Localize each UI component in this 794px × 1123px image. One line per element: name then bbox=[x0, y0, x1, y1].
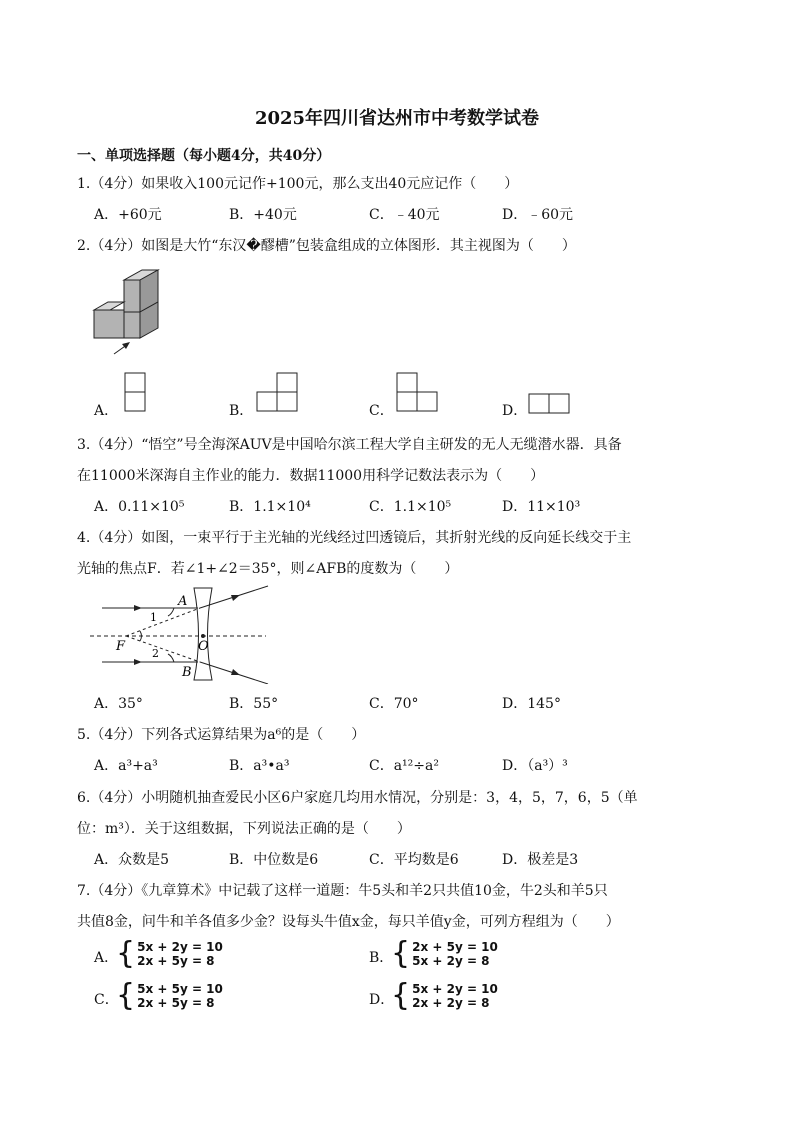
q4-label-f: F bbox=[116, 639, 126, 654]
q6-option-c: C．平均数是6 bbox=[369, 852, 459, 868]
question-2: 2.（4分）如图是大竹“东汉�醪槽”包装盒组成的立体图形．其主视图为（ ） bbox=[77, 238, 576, 254]
q3-option-c: C．1.1×10⁵ bbox=[369, 499, 452, 515]
brace-icon: { bbox=[391, 936, 411, 971]
q2-option-d: D． bbox=[502, 403, 528, 419]
q2-option-a-figure bbox=[124, 372, 148, 414]
q7-option-c-system bbox=[116, 978, 223, 1013]
q4-option-d: D．145° bbox=[502, 696, 561, 712]
q4-option-a: A．35° bbox=[94, 696, 143, 712]
q1-option-b: B．+40元 bbox=[229, 207, 297, 223]
q3-option-d: D．11×10³ bbox=[502, 499, 581, 515]
q4-angle-1-label: 1 bbox=[150, 611, 157, 624]
question-4-line-2: 光轴的焦点F．若∠1+∠2＝35°，则∠AFB的度数为（ ） bbox=[77, 561, 459, 577]
q7-c-eq2: 2x + 5y = 8 bbox=[137, 996, 215, 1010]
q2-option-c: C． bbox=[369, 403, 394, 419]
brace-icon: { bbox=[391, 978, 411, 1013]
q7-b-eq2: 5x + 2y = 8 bbox=[412, 954, 490, 968]
q2-cube-figure bbox=[86, 266, 166, 360]
q4-label-a: A bbox=[178, 594, 188, 609]
q2-option-c-figure bbox=[396, 372, 440, 414]
q2-option-b: B． bbox=[229, 403, 254, 419]
q6-option-a: A．众数是5 bbox=[94, 852, 170, 868]
question-3-line-2: 在11000米深海自主作业的能力．数据11000用科学记数法表示为（ ） bbox=[77, 468, 545, 484]
q5-option-c: C．a¹²÷a² bbox=[369, 758, 439, 774]
page-title: 2025年四川省达州市中考数学试卷 bbox=[254, 108, 540, 129]
q7-option-d-system bbox=[391, 978, 498, 1013]
q1-option-c: C．﹣40元 bbox=[369, 207, 440, 223]
q4-label-b: B bbox=[182, 665, 192, 680]
question-1: 1.（4分）如果收入100元记作+100元，那么支出40元应记作（ ） bbox=[77, 176, 519, 192]
q5-option-b: B．a³•a³ bbox=[229, 758, 290, 774]
q4-angle-2-label: 2 bbox=[152, 647, 159, 660]
q1-option-d: D．﹣60元 bbox=[502, 207, 574, 223]
q6-option-d: D．极差是3 bbox=[502, 852, 579, 868]
q4-option-c: C．70° bbox=[369, 696, 419, 712]
q1-option-a: A．+60元 bbox=[94, 207, 162, 223]
q7-d-eq2: 2x + 2y = 8 bbox=[412, 996, 490, 1010]
q2-option-d-figure bbox=[528, 393, 572, 415]
q7-option-c-label: C． bbox=[94, 992, 119, 1008]
question-5: 5.（4分）下列各式运算结果为a⁶的是（ ） bbox=[77, 727, 366, 743]
q2-option-a: A． bbox=[94, 403, 119, 419]
question-7-line-2: 共值8金，问牛和羊各值多少金？设每头牛值x金，每只羊值y金，可列方程组为（ ） bbox=[77, 914, 620, 930]
q5-option-a: A．a³+a³ bbox=[94, 758, 158, 774]
q7-option-b-system bbox=[391, 936, 498, 971]
q4-lens-figure bbox=[90, 584, 270, 684]
section-heading: 一、单项选择题（每小题4分，共40分） bbox=[77, 148, 331, 164]
q7-option-a-label: A． bbox=[94, 950, 119, 966]
q5-option-d: D．（a³）³ bbox=[502, 758, 568, 774]
q7-option-b-label: B． bbox=[369, 950, 394, 966]
question-7-line-1: 7.（4分）《九章算术》中记载了这样一道题：牛5头和羊2只共值10金，牛2头和羊5只 bbox=[77, 883, 608, 899]
question-6-line-2: 位：m³）．关于这组数据，下列说法正确的是（ ） bbox=[77, 821, 411, 837]
q7-c-eq1: 5x + 5y = 10 bbox=[137, 982, 223, 996]
q7-option-a-system bbox=[116, 936, 223, 971]
q4-label-o: O bbox=[198, 639, 209, 654]
q2-option-b-figure bbox=[256, 372, 300, 414]
q7-b-eq1: 2x + 5y = 10 bbox=[412, 940, 498, 954]
question-6-line-1: 6.（4分）小明随机抽查爱民小区6户家庭几均用水情况，分别是：3，4，5，7，6，5（单 bbox=[77, 790, 638, 806]
q7-a-eq2: 2x + 5y = 8 bbox=[137, 954, 215, 968]
question-3-line-1: 3.（4分）“悟空”号全海深AUV是中国哈尔滨工程大学自主研发的无人无缆潜水器．具备 bbox=[77, 437, 622, 453]
q7-d-eq1: 5x + 2y = 10 bbox=[412, 982, 498, 996]
q4-option-b: B．55° bbox=[229, 696, 279, 712]
brace-icon: { bbox=[116, 936, 136, 971]
q6-option-b: B．中位数是6 bbox=[229, 852, 319, 868]
q3-option-b: B．1.1×10⁴ bbox=[229, 499, 311, 515]
brace-icon: { bbox=[116, 978, 136, 1013]
q7-a-eq1: 5x + 2y = 10 bbox=[137, 940, 223, 954]
question-4-line-1: 4.（4分）如图，一束平行于主光轴的光线经过凹透镜后，其折射光线的反向延长线交于主 bbox=[77, 530, 632, 546]
q3-option-a: A．0.11×10⁵ bbox=[94, 499, 185, 515]
q7-option-d-label: D． bbox=[369, 992, 395, 1008]
